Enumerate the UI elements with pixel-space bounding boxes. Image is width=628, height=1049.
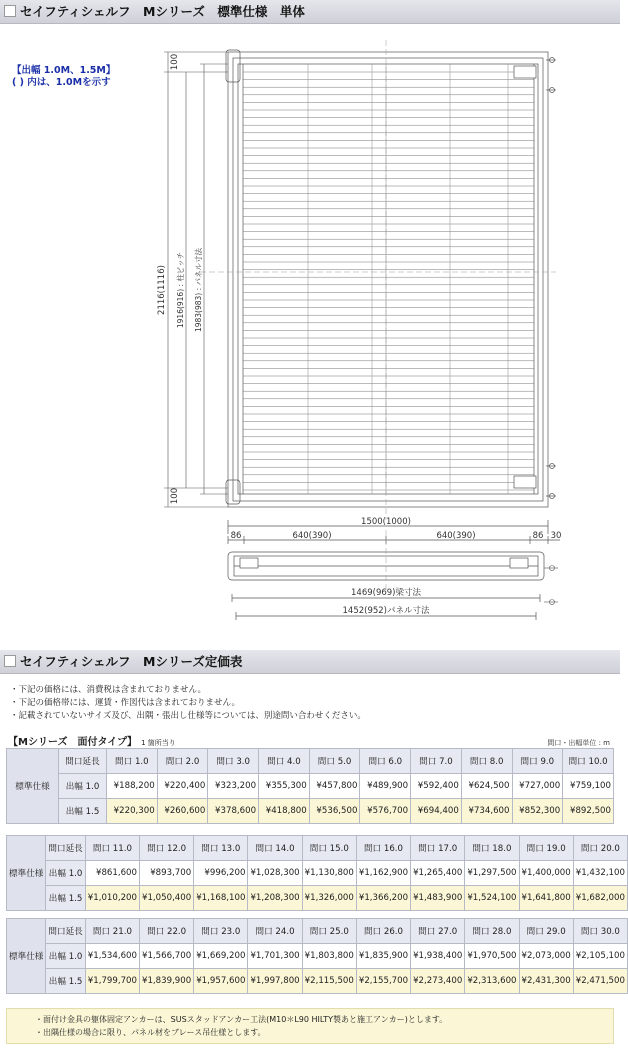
column-header: 間口 6.0	[360, 749, 411, 774]
panel-grid	[243, 72, 534, 490]
price-subhead: 【Mシリーズ 面付タイプ】 1 箇所当り	[8, 737, 176, 748]
price-cell: ¥1,208,300	[248, 886, 302, 911]
head-label: 間口延長	[59, 749, 107, 774]
price-cell: ¥2,105,100	[573, 944, 627, 969]
row-sublabel: 出幅 1.5	[59, 799, 107, 824]
dim-panel-label: 1983(983) : パネル寸法	[194, 247, 203, 333]
price-cell: ¥489,900	[360, 774, 411, 799]
plan-panel-label: 1452(952)パネル寸法	[342, 606, 430, 616]
technical-drawing	[0, 30, 620, 640]
plan-span1-label: 640(390)	[292, 531, 332, 541]
column-header: 間口 5.0	[309, 749, 360, 774]
table-row	[7, 774, 614, 799]
price-cell: ¥2,115,500	[302, 969, 356, 994]
column-header: 間口 24.0	[248, 919, 302, 944]
price-cell: ¥2,155,700	[356, 969, 410, 994]
column-header: 間口 2.0	[157, 749, 208, 774]
row-sublabel: 出幅 1.0	[46, 944, 85, 969]
column-header: 間口 8.0	[461, 749, 512, 774]
price-cell: ¥1,050,400	[140, 886, 194, 911]
square-bullet-icon	[4, 655, 16, 667]
subhead-note: 1 箇所当り	[141, 739, 176, 747]
table-row	[7, 969, 628, 994]
head-label: 間口延長	[46, 836, 85, 861]
column-header: 間口 11.0	[85, 836, 139, 861]
price-cell: ¥2,073,000	[519, 944, 573, 969]
column-header: 間口 14.0	[248, 836, 302, 861]
price-notes	[10, 684, 366, 723]
column-header: 間口 16.0	[356, 836, 410, 861]
price-table	[6, 918, 628, 994]
dim-top-label: 100	[170, 53, 180, 71]
price-cell: ¥996,200	[194, 861, 248, 886]
column-header: 間口 17.0	[411, 836, 465, 861]
column-header: 間口 15.0	[302, 836, 356, 861]
column-header: 間口 3.0	[208, 749, 259, 774]
price-cell: ¥734,600	[461, 799, 512, 824]
column-header: 間口 10.0	[563, 749, 614, 774]
price-cell: ¥355,300	[259, 774, 310, 799]
section-title-price: セイフティシェルフ Mシリーズ定価表	[0, 650, 620, 674]
price-table	[6, 748, 614, 824]
footer-note: ・面付け金具の躯体固定アンカーは、SUSスタッドアンカー工法(M10＊L90 HILTY製あと施工アンカー)とします。	[35, 1015, 448, 1024]
price-cell: ¥418,800	[259, 799, 310, 824]
elevation-frame	[228, 52, 548, 507]
column-header: 間口 18.0	[465, 836, 519, 861]
section-title-spec: セイフティシェルフ Mシリーズ 標準仕様 単体	[0, 0, 620, 24]
column-header: 間口 30.0	[573, 919, 627, 944]
price-cell: ¥1,641,800	[519, 886, 573, 911]
price-cell: ¥220,300	[107, 799, 158, 824]
price-cell: ¥576,700	[360, 799, 411, 824]
row-label: 標準仕様	[7, 919, 46, 994]
column-header: 間口 1.0	[107, 749, 158, 774]
price-cell: ¥1,297,500	[465, 861, 519, 886]
column-header: 間口 9.0	[512, 749, 563, 774]
price-cell: ¥624,500	[461, 774, 512, 799]
dim-post-label: 1916(916) : 柱ピッチ	[176, 251, 185, 329]
price-cell: ¥1,682,000	[573, 886, 627, 911]
price-cell: ¥1,970,500	[465, 944, 519, 969]
price-cell: ¥2,471,500	[573, 969, 627, 994]
width-note: 【出幅 1.0M、1.5M】	[12, 65, 116, 76]
column-header: 間口 22.0	[140, 919, 194, 944]
column-header: 間口 27.0	[411, 919, 465, 944]
price-cell: ¥1,839,900	[140, 969, 194, 994]
price-cell: ¥188,200	[107, 774, 158, 799]
price-cell: ¥892,500	[563, 799, 614, 824]
price-cell: ¥457,800	[309, 774, 360, 799]
price-cell: ¥1,162,900	[356, 861, 410, 886]
square-bullet-icon	[4, 5, 16, 17]
price-cell: ¥1,326,000	[302, 886, 356, 911]
price-cell: ¥893,700	[140, 861, 194, 886]
price-cell: ¥1,524,100	[465, 886, 519, 911]
price-cell: ¥1,130,800	[302, 861, 356, 886]
dim-total-label: 2116(1116)	[157, 265, 167, 315]
price-cell: ¥2,273,400	[411, 969, 465, 994]
price-note: ・下記の価格には、消費税は含まれておりません。	[10, 685, 207, 695]
plan-span2-label: 640(390)	[436, 531, 476, 541]
price-cell: ¥1,534,600	[85, 944, 139, 969]
row-sublabel: 出幅 1.0	[59, 774, 107, 799]
row-label: 標準仕様	[7, 836, 46, 911]
column-header: 間口 12.0	[140, 836, 194, 861]
price-cell: ¥1,938,400	[411, 944, 465, 969]
head-label: 間口延長	[46, 919, 85, 944]
column-header: 間口 25.0	[302, 919, 356, 944]
column-header: 間口 23.0	[194, 919, 248, 944]
table-row	[7, 944, 628, 969]
price-cell: ¥1,957,600	[194, 969, 248, 994]
table-row	[7, 861, 628, 886]
row-sublabel: 出幅 1.5	[46, 969, 85, 994]
price-cell: ¥1,028,300	[248, 861, 302, 886]
price-note: ・下記の価格帯には、運賃・作図代は含まれておりません。	[10, 698, 241, 708]
price-cell: ¥1,669,200	[194, 944, 248, 969]
price-cell: ¥1,483,900	[411, 886, 465, 911]
price-cell: ¥378,600	[208, 799, 259, 824]
column-header: 間口 13.0	[194, 836, 248, 861]
price-cell: ¥1,803,800	[302, 944, 356, 969]
column-header: 間口 20.0	[573, 836, 627, 861]
unit-note: 間口・出幅単位 : m	[547, 739, 610, 747]
price-cell: ¥694,400	[411, 799, 462, 824]
row-label: 標準仕様	[7, 749, 59, 824]
parenthesis-note: ( ) 内は、1.0Mを示す	[12, 77, 111, 88]
footer-note: ・出隅仕様の場合に限り、パネル材をブレース吊仕様とします。	[35, 1028, 266, 1037]
price-cell: ¥2,313,600	[465, 969, 519, 994]
price-cell: ¥1,010,200	[85, 886, 139, 911]
price-cell: ¥852,300	[512, 799, 563, 824]
row-sublabel: 出幅 1.5	[46, 886, 85, 911]
column-header: 間口 28.0	[465, 919, 519, 944]
price-cell: ¥1,566,700	[140, 944, 194, 969]
footer-notes	[6, 1008, 614, 1044]
price-cell: ¥323,200	[208, 774, 259, 799]
price-cell: ¥1,400,000	[519, 861, 573, 886]
price-cell: ¥1,168,100	[194, 886, 248, 911]
table-row	[7, 799, 614, 824]
price-table	[6, 835, 628, 911]
column-header: 間口 19.0	[519, 836, 573, 861]
table-row	[7, 886, 628, 911]
plan-beam-label: 1469(969)梁寸法	[351, 588, 421, 598]
price-cell: ¥727,000	[512, 774, 563, 799]
price-cell: ¥759,100	[563, 774, 614, 799]
price-cell: ¥1,265,400	[411, 861, 465, 886]
column-header: 間口 29.0	[519, 919, 573, 944]
plan-right-label: 86	[532, 531, 544, 541]
price-cell: ¥861,600	[85, 861, 139, 886]
price-cell: ¥1,997,800	[248, 969, 302, 994]
row-sublabel: 出幅 1.0	[46, 861, 85, 886]
price-cell: ¥536,500	[309, 799, 360, 824]
price-cell: ¥1,432,100	[573, 861, 627, 886]
column-header: 間口 21.0	[85, 919, 139, 944]
plan-total-label: 1500(1000)	[361, 517, 411, 527]
price-note: ・記載されていないサイズ及び、出隅・張出し仕様等については、別途問い合わせください。	[10, 711, 366, 721]
price-cell: ¥260,600	[157, 799, 208, 824]
plan-left-label: 86	[230, 531, 242, 541]
price-cell: ¥220,400	[157, 774, 208, 799]
price-cell: ¥1,701,300	[248, 944, 302, 969]
price-cell: ¥1,835,900	[356, 944, 410, 969]
column-header: 間口 4.0	[259, 749, 310, 774]
column-header: 間口 7.0	[411, 749, 462, 774]
price-cell: ¥592,400	[411, 774, 462, 799]
dim-bottom-label: 100	[170, 487, 180, 505]
price-cell: ¥2,431,300	[519, 969, 573, 994]
plan-edge-label: 30	[550, 531, 562, 541]
column-header: 間口 26.0	[356, 919, 410, 944]
price-cell: ¥1,799,700	[85, 969, 139, 994]
price-cell: ¥1,366,200	[356, 886, 410, 911]
